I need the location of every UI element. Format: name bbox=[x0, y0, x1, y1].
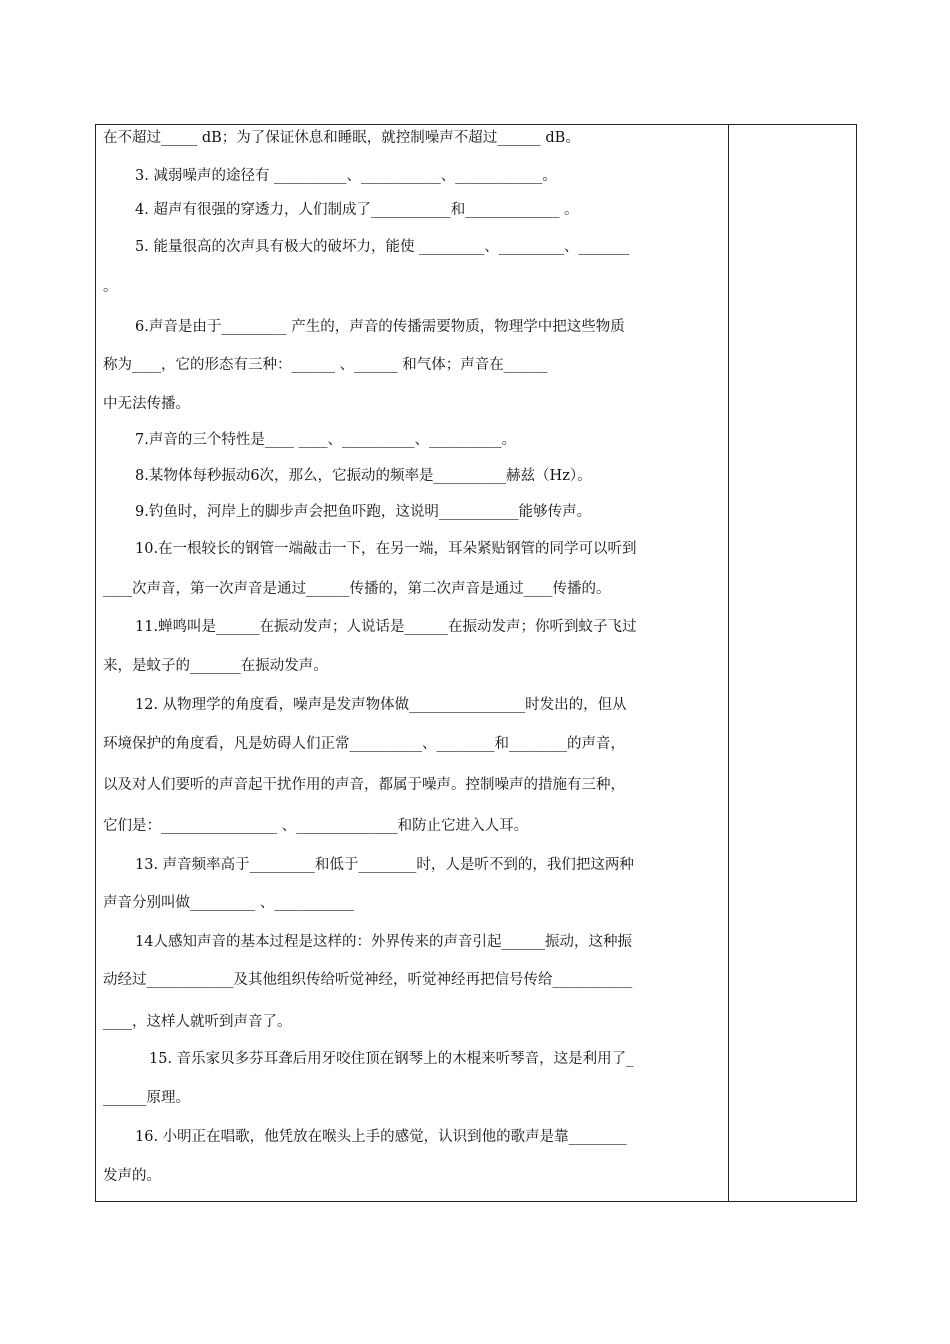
text-line: ____，这样人就听到声音了。 bbox=[103, 1014, 292, 1030]
text-line: 12. 从物理学的角度看，噪声是发声物体做________________时发出的，但从 bbox=[135, 697, 627, 713]
text-line: 10.在一根较长的钢管一端敲击一下，在另一端，耳朵紧贴钢管的同学可以听到 bbox=[135, 541, 637, 557]
text-line: 。 bbox=[103, 279, 118, 295]
text-line: 动经过____________及其他组织传给听觉神经，听觉神经再把信号传给___________ bbox=[103, 972, 633, 988]
text-line: ____次声音，第一次声音是通过______传播的，第二次声音是通过____传播的。 bbox=[103, 581, 611, 597]
text-line: 来，是蚊子的_______在振动发声。 bbox=[103, 658, 328, 674]
text-line: 6.声音是由于_________ 产生的，声音的传播需要物质，物理学中把这些物质 bbox=[135, 319, 625, 335]
text-line: 15. 音乐家贝多芬耳聋后用牙咬住顶在钢琴上的木棍来听琴音，这是利用了_ bbox=[149, 1051, 634, 1067]
text-line: 5. 能量很高的次声具有极大的破坏力，能使 _________、_________、_______ bbox=[135, 239, 630, 255]
text-line: 16. 小明正在唱歌，他凭放在喉头上手的感觉，认识到他的歌声是靠________ bbox=[135, 1129, 627, 1145]
text-line: 7.声音的三个特性是____ ____、__________、__________。 bbox=[135, 432, 516, 448]
text-line: 11.蝉鸣叫是______在振动发声；人说话是______在振动发声；你听到蚊子飞过 bbox=[135, 619, 637, 635]
text-line: 9.钓鱼时，河岸上的脚步声会把鱼吓跑，这说明___________能够传声。 bbox=[135, 504, 592, 520]
text-line: 4. 超声有很强的穿透力，人们制成了___________和_____________ 。 bbox=[135, 202, 579, 218]
text-line: 在不超过_____ dB；为了保证休息和睡眠，就控制噪声不超过______ dB。 bbox=[103, 130, 580, 146]
text-line: 环境保护的角度看，凡是妨碍人们正常__________、________和________的声音， bbox=[103, 736, 625, 752]
text-line: 8.某物体每秒振动6次，那么，它振动的频率是__________赫兹（Hz）。 bbox=[135, 468, 592, 484]
table-column-divider bbox=[728, 124, 729, 1202]
text-line: ______原理。 bbox=[103, 1090, 190, 1106]
text-line: 声音分别叫做_________ 、___________ bbox=[103, 895, 355, 911]
text-line: 3. 减弱噪声的途径有 __________、___________、____________。 bbox=[135, 168, 557, 184]
text-line: 发声的。 bbox=[103, 1168, 161, 1184]
text-line: 中无法传播。 bbox=[103, 396, 190, 412]
text-line: 14人感知声音的基本过程是这样的：外界传来的声音引起______振动，这种振 bbox=[135, 934, 632, 950]
text-line: 它们是：________________ 、______________和防止它进入人耳。 bbox=[103, 818, 529, 834]
text-line: 称为____，它的形态有三种：______ 、______ 和气体；声音在______ bbox=[103, 357, 548, 373]
text-line: 13. 声音频率高于_________和低于________时，人是听不到的，我们把这两种 bbox=[135, 857, 634, 873]
text-line: 以及对人们要听的声音起干扰作用的声音，都属于噪声。控制噪声的措施有三种， bbox=[103, 777, 625, 793]
